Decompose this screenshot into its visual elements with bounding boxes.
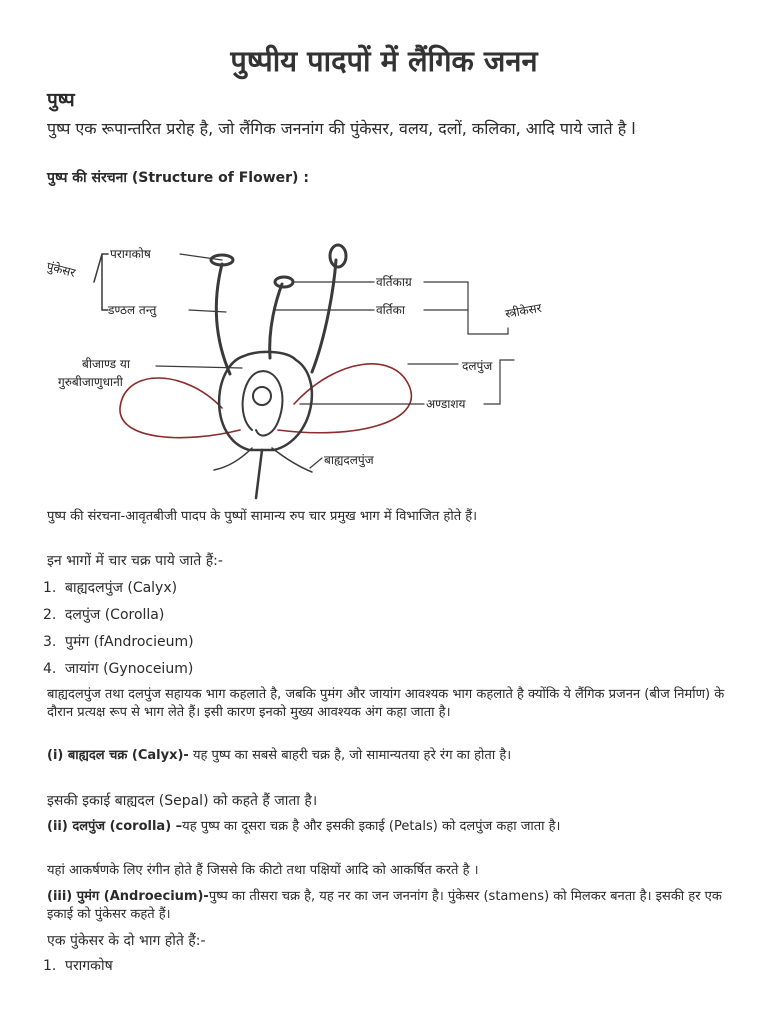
petal-right	[278, 364, 411, 433]
corolla-note: यहां आकर्षणके लिए रंगीन होते हैं जिससे कि कीटो तथा पक्षियों आदि को आकर्षित करते है ।	[47, 863, 479, 878]
sepal-right	[272, 448, 312, 472]
label-ovule: बीजाण्ड या	[82, 357, 130, 371]
calyx-paragraph: (i) बाह्यदल चक्र (Calyx)- यह पुष्प का सबसे बाहरी चक्र है, जो सामान्यतया हरे रंग का होता है।	[47, 748, 512, 763]
filament-right	[312, 260, 336, 372]
label-style: वर्तिका	[376, 303, 405, 317]
sepal-left	[214, 448, 252, 470]
label-calyx: बाह्यदलपुंज	[324, 453, 374, 467]
anther-right	[330, 245, 346, 267]
androecium-paragraph: (iii) पुमंग (Androecium)-पुष्प का तीसरा चक्र है, यह नर का जन जननांग है। पुंकेसर (stamens) को मिलकर बनता है। इसकी हर एक इकाई को पुंकेसर कहते हैं।	[47, 889, 722, 922]
page-title: पुष्पीय पादपों में लैंगिक जनन	[230, 44, 538, 78]
accessory-paragraph: बाह्यदलपुंज तथा दलपुंज सहायक भाग कहलाते है, जबकि पुमंग और जायांग आवश्यक भाग कहलाते है क्योंकि ये लैंगिक प्रजनन (बीज निर्माण) के दौरान प्रत्यक्ष रूप से भाग लेते हैं। इसी कारण इनको मुख्य आवश्यक अंग कहा जाता है।	[47, 687, 725, 720]
label-stigma: वर्तिकाग्र	[376, 275, 412, 289]
ovule-shape	[243, 371, 283, 435]
label-stamen: पुंकेसर	[45, 259, 77, 280]
stigma	[275, 277, 293, 287]
sepal-paragraph: इसकी इकाई बाह्यदल (Sepal) को कहते हैं जाता है।	[47, 793, 318, 809]
petal-left	[120, 378, 240, 438]
whorl-list	[43, 575, 643, 683]
filament-left	[216, 264, 230, 374]
stamen-parts-intro: एक पुंकेसर के दो भाग होते हैं:-	[47, 933, 206, 949]
structure-heading: पुष्प की संरचना (Structure of Flower) :	[47, 170, 309, 186]
calyx-term: (i) बाह्यदल चक्र (Calyx)-	[47, 748, 189, 763]
structure-paragraph: पुष्प की संरचना-आवृतबीजी पादप के पुष्पों सामान्य रुप चार प्रमुख भाग में विभाजित होते हैं।	[47, 509, 478, 524]
label-ovary: अण्डाशय	[426, 397, 466, 411]
label-filament: डण्ठल तन्तु	[108, 303, 157, 317]
label-corolla: दलपुंज	[462, 359, 493, 373]
androecium-term: (iii) पुमंग (Androecium)-	[47, 889, 209, 904]
intro-paragraph: पुष्प एक रूपान्तरित प्ररोह है, जो लैंगिक जननांग की पुंकेसर, वलय, दलों, कलिका, आदि पाये जाते है l	[47, 119, 636, 138]
label-pistil: स्त्रीकेसर	[504, 300, 543, 321]
list-item: 1. बाह्यदलपुंज (Calyx)	[43, 580, 178, 596]
flower-structure-diagram	[44, 218, 564, 503]
corolla-term: (ii) दलपुंज (corolla) –	[47, 819, 183, 834]
label-anther: परागकोष	[110, 247, 151, 261]
list-item: 2. दलपुंज (Corolla)	[43, 607, 165, 623]
ovule-inner	[253, 387, 271, 405]
list-item: 3. पुमंग (fAndrocieum)	[43, 634, 194, 650]
stamen-parts-list	[43, 953, 643, 980]
section-heading-flower: पुष्प	[47, 89, 75, 111]
style	[270, 284, 282, 358]
pedicel	[256, 450, 262, 498]
corolla-paragraph: (ii) दलपुंज (corolla) –यह पुष्प का दूसरा चक्र है और इसकी इकाई (Petals) को दलपुंज कहा जाता है।	[47, 819, 561, 834]
list-item: 1. परागकोष	[43, 958, 113, 974]
list-item: 4. जायांग (Gynoceium)	[43, 661, 194, 677]
parts-intro: इन भागों में चार चक्र पाये जाते हैं:-	[47, 553, 223, 569]
label-megasporangium: गुरुबीजाणुधानी	[58, 375, 123, 389]
